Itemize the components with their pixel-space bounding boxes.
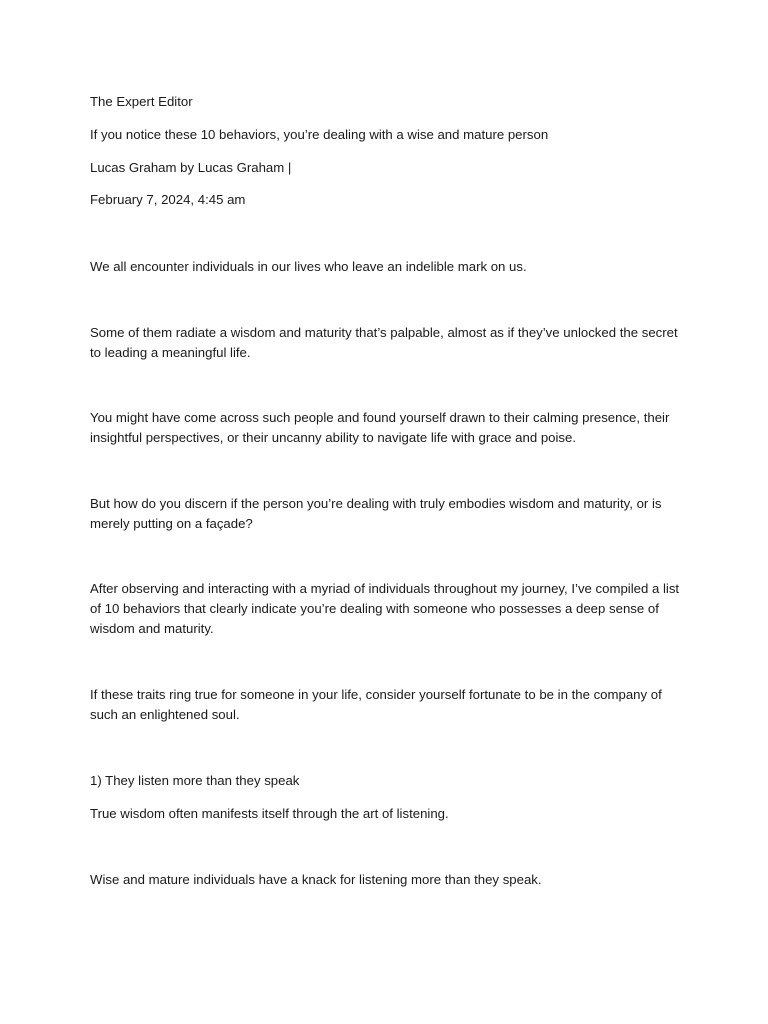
paragraph-5: After observing and interacting with a myriad of individuals throughout my journey, I’ve compiled a list of 10 behaviors that clearly indicate you’re dealing with someone who possesses a deep sense of wisdom and maturity. xyxy=(90,581,680,636)
paragraph-2: Some of them radiate a wisdom and maturity that’s palpable, almost as if they’ve unlocked the secret to leading a meaningful life. xyxy=(90,325,678,360)
section-heading: 1) They listen more than they speak xyxy=(90,773,300,788)
paragraph-3: You might have come across such people and found yourself drawn to their calming presence, their insightful perspectives, or their uncanny ability to navigate life with grace and poise. xyxy=(90,410,670,445)
paragraph-1: We all encounter individuals in our lives who leave an indelible mark on us. xyxy=(90,259,527,274)
publication-name: The Expert Editor xyxy=(90,94,193,109)
publish-date: February 7, 2024, 4:45 am xyxy=(90,192,246,207)
section-paragraph-2: Wise and mature individuals have a knack for listening more than they speak. xyxy=(90,872,542,887)
byline: Lucas Graham by Lucas Graham | xyxy=(90,160,292,175)
section-paragraph-1: True wisdom often manifests itself through the art of listening. xyxy=(90,806,449,821)
article-headline: If you notice these 10 behaviors, you’re dealing with a wise and mature person xyxy=(90,127,549,142)
paragraph-4: But how do you discern if the person you’re dealing with truly embodies wisdom and maturity, or is merely putting on a façade? xyxy=(90,496,662,531)
paragraph-6: If these traits ring true for someone in your life, consider yourself fortunate to be in the company of such an enlightened soul. xyxy=(90,687,662,722)
